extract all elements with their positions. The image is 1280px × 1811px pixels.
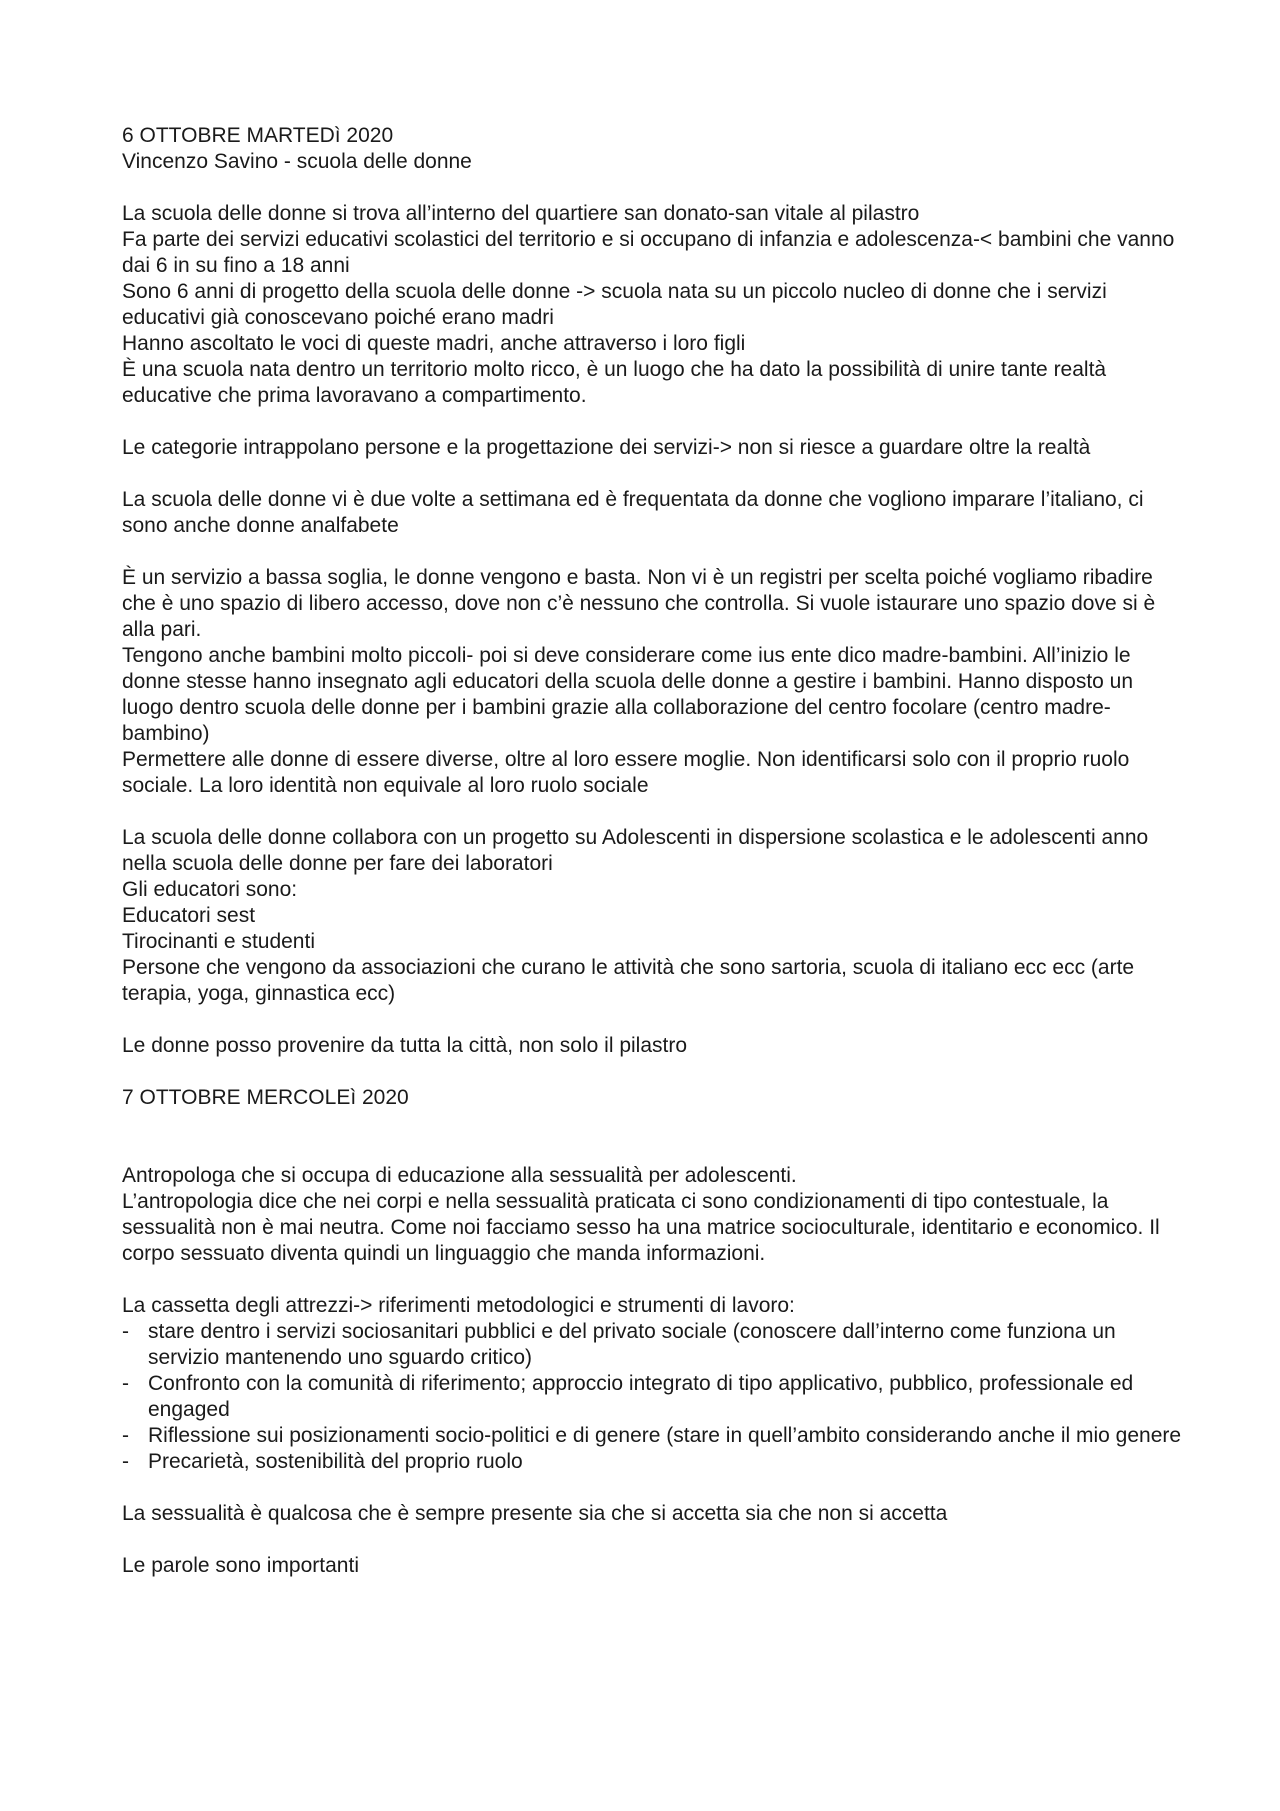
- paragraph-words: Le parole sono importanti: [122, 1554, 359, 1577]
- list-item: [122, 1423, 1182, 1449]
- dash-marker: -: [122, 1424, 129, 1447]
- paragraph-line: Permettere alle donne di essere diverse, oltre al loro essere moglie. Non identificarsi solo con il proprio ruolo sociale. La loro identità non equivale al loro ruolo sociale: [122, 748, 1136, 797]
- list-item-text: stare dentro i servizi sociosanitari pubblici e del privato sociale (conoscere dall’interno come funziona un servizio mantenendo uno sguardo critico): [148, 1320, 1116, 1369]
- dash-marker: -: [122, 1450, 129, 1473]
- paragraph-line: L’antropologia dice che nei corpi e nella sessualità praticata ci sono condizionamenti di tipo contestuale, la sessualità non è mai neutra. Come noi facciamo sesso ha una matrice socioculturale, identitario e economico. Il corpo sessuato diventa quindi un linguaggio che manda informazioni.: [122, 1190, 1166, 1265]
- list-item: [122, 1319, 1182, 1371]
- paragraph-line: Hanno ascoltato le voci di queste madri, anche attraverso i loro figli: [122, 332, 746, 355]
- paragraph-categories: Le categorie intrappolano persone e la progettazione dei servizi-> non si riesce a guardare oltre la realtà: [122, 436, 1091, 459]
- paragraph-frequency: La scuola delle donne vi è due volte a settimana ed è frequentata da donne che vogliono imparare l’italiano, ci sono anche donne analfabete: [122, 488, 1150, 537]
- paragraph-line: Fa parte dei servizi educativi scolastici del territorio e si occupano di infanzia e adolescenza-< bambini che vanno dai 6 in su fino a 18 anni: [122, 228, 1181, 277]
- dash-marker: -: [122, 1372, 129, 1395]
- paragraph-sexuality: La sessualità è qualcosa che è sempre presente sia che si accetta sia che non si accetta: [122, 1502, 948, 1525]
- date-heading-1: 6 OTTOBRE MARTEDì 2020: [122, 124, 394, 147]
- paragraph-line: La scuola delle donne si trova all’interno del quartiere san donato-san vitale al pilastro: [122, 202, 920, 225]
- dash-marker: -: [122, 1320, 129, 1343]
- list-item-text: Riflessione sui posizionamenti socio-politici e di genere (stare in quell’ambito considerando anche il mio genere: [148, 1424, 1182, 1447]
- list-item: [122, 1371, 1182, 1423]
- list-item-text: Confronto con la comunità di riferimento; approccio integrato di tipo applicativo, pubblico, professionale ed engaged: [148, 1372, 1134, 1421]
- paragraph-line: Gli educatori sono:: [122, 878, 298, 901]
- paragraph-line: È un servizio a bassa soglia, le donne vengono e basta. Non vi è un registri per scelta poiché vogliamo ribadire che è uno spazio di libero accesso, dove non c’è nessuno che controlla. Si vuole istaurare uno spazio dove si è alla pari.: [122, 566, 1161, 641]
- document-page: [122, 123, 1182, 1579]
- paragraph-line: Sono 6 anni di progetto della scuola delle donne -> scuola nata su un piccolo nucleo di donne che i servizi educativi già conoscevano poiché erano madri: [122, 280, 1113, 329]
- date-heading-2: 7 OTTOBRE MERCOLEì 2020: [122, 1086, 409, 1109]
- paragraph-line: Persone che vengono da associazioni che curano le attività che sono sartoria, scuola di italiano ecc ecc (arte terapia, yoga, ginnastica ecc): [122, 956, 1140, 1005]
- paragraph-line: È una scuola nata dentro un territorio molto ricco, è un luogo che ha dato la possibilità di unire tante realtà educative che prima lavoravano a compartimento.: [122, 358, 1112, 407]
- list-item: [122, 1449, 1182, 1475]
- paragraph-provenance: Le donne posso provenire da tutta la città, non solo il pilastro: [122, 1034, 688, 1057]
- paragraph-line: Tirocinanti e studenti: [122, 930, 315, 953]
- list-item-text: Precarietà, sostenibilità del proprio ruolo: [148, 1450, 523, 1473]
- toolbox-intro: La cassetta degli attrezzi-> riferimenti metodologici e strumenti di lavoro:: [122, 1294, 795, 1317]
- paragraph-line: Antropologa che si occupa di educazione alla sessualità per adolescenti.: [122, 1164, 797, 1187]
- speaker-line: Vincenzo Savino - scuola delle donne: [122, 150, 472, 173]
- toolbox-list: [122, 1319, 1182, 1475]
- paragraph-line: Educatori sest: [122, 904, 256, 927]
- paragraph-line: Tengono anche bambini molto piccoli- poi si deve considerare come ius ente dico madre-bambini. All’inizio le donne stesse hanno insegnato agli educatori della scuola delle donne a gestire i bambini. Hanno disposto un luogo dentro scuola delle donne per i bambini grazie alla collaborazione del centro focolare (centro madre-bambino): [122, 644, 1139, 745]
- paragraph-line: La scuola delle donne collabora con un progetto su Adolescenti in dispersione scolastica e le adolescenti anno nella scuola delle donne per fare dei laboratori: [122, 826, 1155, 875]
